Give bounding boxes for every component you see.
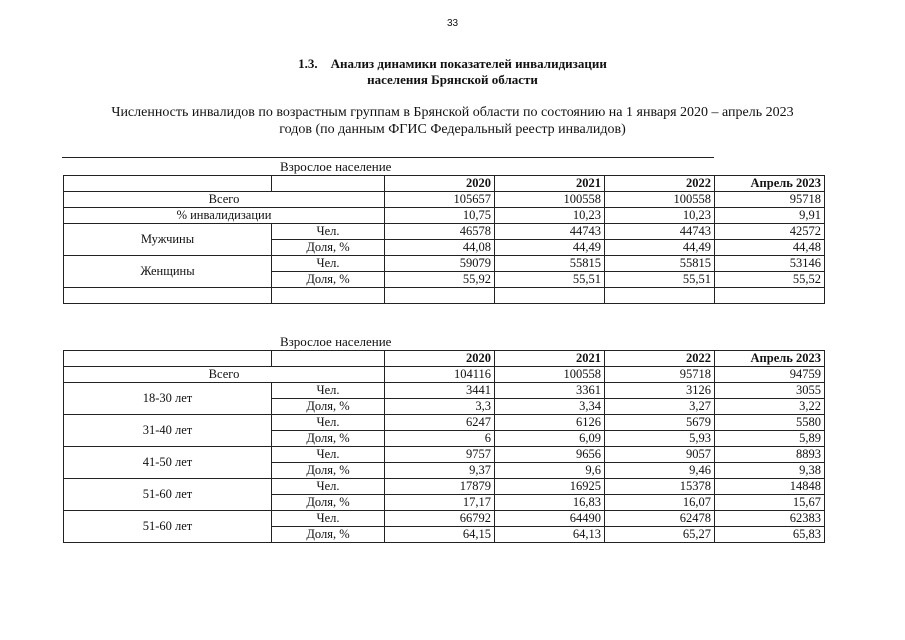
- column-header: 2020: [385, 351, 495, 367]
- divider-line: [62, 157, 714, 158]
- table-row: [64, 447, 825, 463]
- table-cell: 53146: [715, 256, 825, 272]
- table-cell: 5,93: [605, 431, 715, 447]
- table-cell: 55815: [495, 256, 605, 272]
- table-cell-empty: [385, 288, 495, 304]
- table-cell: 3055: [715, 383, 825, 399]
- group-label: 31-40 лет: [64, 415, 272, 447]
- table-row: [64, 511, 825, 527]
- table-cell: 44,08: [385, 240, 495, 256]
- table-row: [64, 479, 825, 495]
- table-row: [64, 224, 825, 240]
- group-label: 51-60 лет: [64, 511, 272, 543]
- table-cell: 44743: [605, 224, 715, 240]
- column-header: Апрель 2023: [715, 351, 825, 367]
- table1-caption: Взрослое население: [280, 159, 392, 174]
- table-cell: 6: [385, 431, 495, 447]
- table-cell: 100558: [495, 367, 605, 383]
- table-cell: 3,22: [715, 399, 825, 415]
- table-cell: 8893: [715, 447, 825, 463]
- measure-label: Доля, %: [272, 463, 385, 479]
- measure-label: Доля, %: [272, 272, 385, 288]
- column-header: 2020: [385, 176, 495, 192]
- table-row: [64, 415, 825, 431]
- table-cell: 9,91: [715, 208, 825, 224]
- table-cell: 59079: [385, 256, 495, 272]
- table-cell: 16,07: [605, 495, 715, 511]
- table-header-row: [64, 351, 825, 367]
- measure-label: Чел.: [272, 383, 385, 399]
- table-cell: 5580: [715, 415, 825, 431]
- table-cell: 44,49: [495, 240, 605, 256]
- table-cell: 3441: [385, 383, 495, 399]
- measure-label: Чел.: [272, 479, 385, 495]
- table-cell: 55,51: [495, 272, 605, 288]
- row-label: Всего: [64, 192, 385, 208]
- header-empty: [272, 351, 385, 367]
- table-cell: 42572: [715, 224, 825, 240]
- table-row-percent: [64, 208, 825, 224]
- table-cell: 5679: [605, 415, 715, 431]
- table-cell: 66792: [385, 511, 495, 527]
- table-cell: 95718: [715, 192, 825, 208]
- table-cell-empty: [715, 288, 825, 304]
- table-cell: 10,23: [605, 208, 715, 224]
- group-label: 18-30 лет: [64, 383, 272, 415]
- table-cell: 64,13: [495, 527, 605, 543]
- row-label: Всего: [64, 367, 385, 383]
- section-heading: 1.3. Анализ динамики показателей инвалидизации: [298, 56, 607, 71]
- table-description: Численность инвалидов по возрастным группам в Брянской области по состоянию на 1 января 2020 – апрель 2023: [111, 105, 794, 120]
- table-adult-by-sex: [63, 175, 825, 304]
- measure-label: Чел.: [272, 256, 385, 272]
- table-cell: 16925: [495, 479, 605, 495]
- table-cell: 15,67: [715, 495, 825, 511]
- row-label: % инвалидизации: [64, 208, 385, 224]
- table-cell-empty: [64, 288, 272, 304]
- table-description-line2: годов (по данным ФГИС Федеральный реестр инвалидов): [279, 122, 626, 137]
- table-adult-by-age: [63, 350, 825, 543]
- table-cell: 65,83: [715, 527, 825, 543]
- table-header-row: [64, 176, 825, 192]
- table-cell: 55,51: [605, 272, 715, 288]
- table-cell: 9656: [495, 447, 605, 463]
- table-cell: 94759: [715, 367, 825, 383]
- table-cell: 9057: [605, 447, 715, 463]
- section-heading-line2: населения Брянской области: [367, 72, 538, 87]
- table-cell: 44743: [495, 224, 605, 240]
- table-cell: 9757: [385, 447, 495, 463]
- table-row-empty: [64, 288, 825, 304]
- table-row: [64, 383, 825, 399]
- column-header: 2021: [495, 176, 605, 192]
- measure-label: Чел.: [272, 224, 385, 240]
- table-cell: 16,83: [495, 495, 605, 511]
- table-cell: 3,3: [385, 399, 495, 415]
- table-cell: 44,49: [605, 240, 715, 256]
- table-cell: 5,89: [715, 431, 825, 447]
- table-cell: 6126: [495, 415, 605, 431]
- group-label: Женщины: [64, 256, 272, 288]
- table-cell: 95718: [605, 367, 715, 383]
- table-cell: 10,23: [495, 208, 605, 224]
- table-cell: 3361: [495, 383, 605, 399]
- table-cell: 105657: [385, 192, 495, 208]
- table-cell: 15378: [605, 479, 715, 495]
- header-empty: [64, 176, 272, 192]
- table-cell: 9,37: [385, 463, 495, 479]
- header-empty: [64, 351, 272, 367]
- table-cell: 17,17: [385, 495, 495, 511]
- measure-label: Доля, %: [272, 399, 385, 415]
- table-cell: 6,09: [495, 431, 605, 447]
- group-label: 51-60 лет: [64, 479, 272, 511]
- table-cell: 6247: [385, 415, 495, 431]
- table-cell: 3126: [605, 383, 715, 399]
- measure-label: Чел.: [272, 415, 385, 431]
- table-cell: 64490: [495, 511, 605, 527]
- table-cell: 100558: [495, 192, 605, 208]
- table-cell: 10,75: [385, 208, 495, 224]
- measure-label: Доля, %: [272, 240, 385, 256]
- table-cell: 9,6: [495, 463, 605, 479]
- measure-label: Чел.: [272, 511, 385, 527]
- table-cell: 100558: [605, 192, 715, 208]
- table-cell: 17879: [385, 479, 495, 495]
- column-header: 2021: [495, 351, 605, 367]
- group-label: 41-50 лет: [64, 447, 272, 479]
- table-cell: 3,34: [495, 399, 605, 415]
- table-cell: 3,27: [605, 399, 715, 415]
- measure-label: Доля, %: [272, 527, 385, 543]
- table-cell: 65,27: [605, 527, 715, 543]
- table-row: [64, 256, 825, 272]
- table-cell: 9,46: [605, 463, 715, 479]
- header-empty: [272, 176, 385, 192]
- table-cell: 9,38: [715, 463, 825, 479]
- table-cell-empty: [272, 288, 385, 304]
- column-header: Апрель 2023: [715, 176, 825, 192]
- measure-label: Чел.: [272, 447, 385, 463]
- table-cell: 55,92: [385, 272, 495, 288]
- table-cell: 64,15: [385, 527, 495, 543]
- table-cell-empty: [495, 288, 605, 304]
- table-row-total: [64, 367, 825, 383]
- group-label: Мужчины: [64, 224, 272, 256]
- measure-label: Доля, %: [272, 431, 385, 447]
- table-cell: 14848: [715, 479, 825, 495]
- table-cell: 62383: [715, 511, 825, 527]
- column-header: 2022: [605, 351, 715, 367]
- table-cell: 55,52: [715, 272, 825, 288]
- table-cell: 44,48: [715, 240, 825, 256]
- table-row-total: [64, 192, 825, 208]
- table-cell: 55815: [605, 256, 715, 272]
- table-cell: 104116: [385, 367, 495, 383]
- measure-label: Доля, %: [272, 495, 385, 511]
- column-header: 2022: [605, 176, 715, 192]
- page-number: 33: [446, 18, 459, 29]
- table-cell: 62478: [605, 511, 715, 527]
- table2-caption: Взрослое население: [280, 334, 392, 349]
- table-cell-empty: [605, 288, 715, 304]
- table-cell: 46578: [385, 224, 495, 240]
